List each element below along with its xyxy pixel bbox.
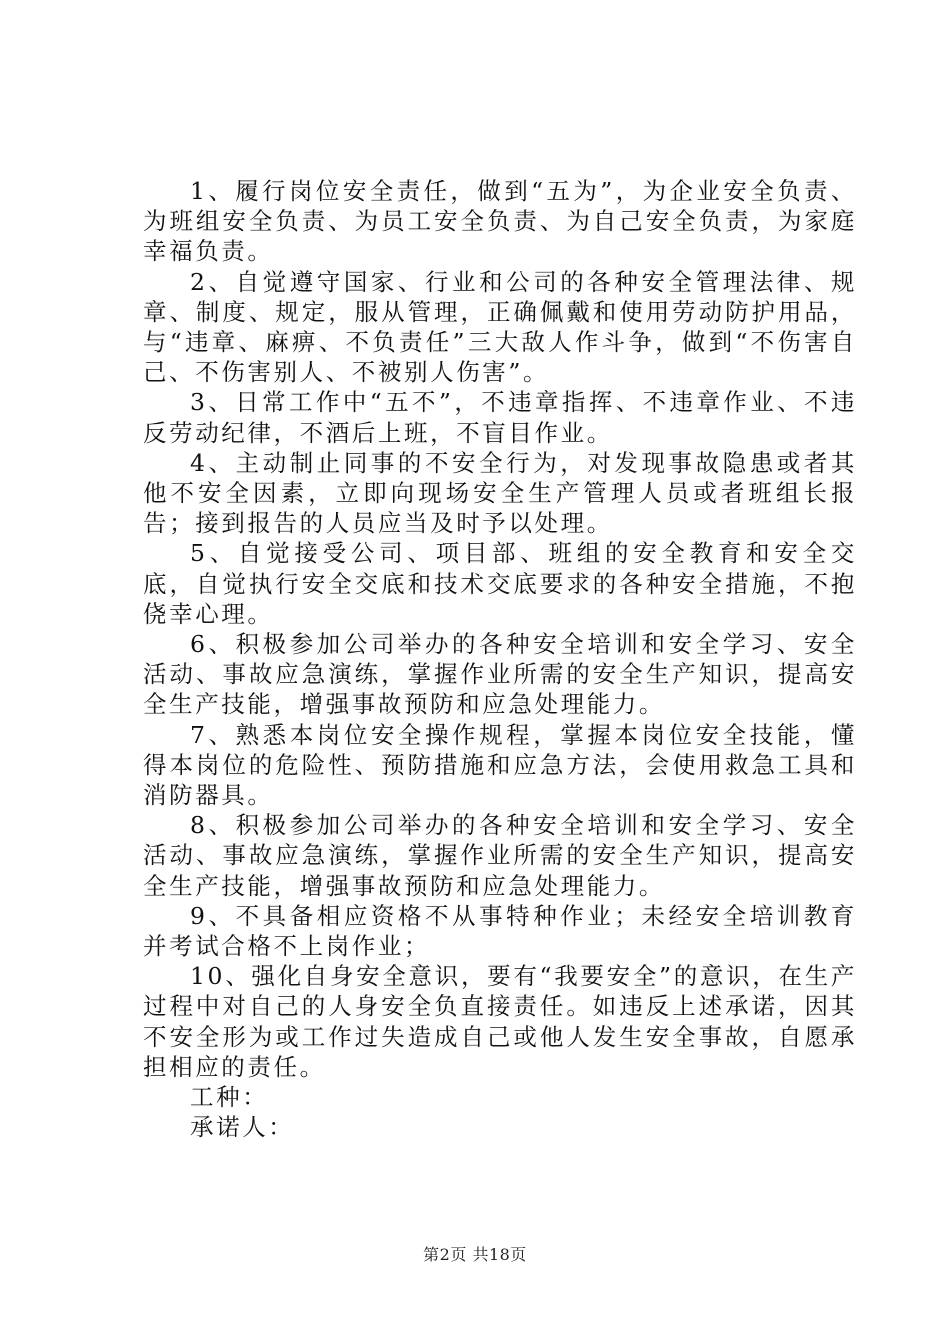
commitment-item-8: 8、积极参加公司举办的各种安全培训和安全学习、安全活动、事故应急演练，掌握作业所需的安全生产知识，提高安全生产技能，增强事故预防和应急处理能力。 [143,811,857,900]
signer-label: 承诺人： [190,1113,295,1142]
commitment-item-1: 1、履行岗位安全责任，做到“五为”，为企业安全负责、为班组安全负责、为员工安全负责、为自己安全负责，为家庭幸福负责。 [143,177,857,266]
document-body [143,176,857,1143]
job-type-label: 工种： [190,1083,269,1112]
commitment-item-7: 7、熟悉本岗位安全操作规程，掌握本岗位安全技能，懂得本岗位的危险性、预防措施和应急方法，会使用救急工具和消防器具。 [143,720,857,810]
commitment-item-4: 4、主动制止同事的不安全行为，对发现事故隐患或者其他不安全因素，立即向现场安全生产管理人员或者班组长报告；接到报告的人员应当及时予以处理。 [143,448,857,538]
commitment-item-6: 6、积极参加公司举办的各种安全培训和安全学习、安全活动、事故应急演练，掌握作业所需的安全生产知识，提高安全生产技能，增强事故预防和应急处理能力。 [143,630,857,719]
commitment-item-2: 2、自觉遵守国家、行业和公司的各种安全管理法律、规章、制度、规定，服从管理，正确佩戴和使用劳动防护用品，与“违章、麻痹、不负责任”三大敌人作斗争，做到“不伤害自己、不伤害别人、不被别人伤害”。 [143,267,857,387]
commitment-item-10: 10、强化自身安全意识，要有“我要安全”的意识，在生产过程中对自己的人身安全负直接责任。如违反上述承诺，因其不安全形为或工作过失造成自己或他人发生安全事故，自愿承担相应的责任。 [143,962,857,1081]
commitment-item-5: 5、自觉接受公司、项目部、班组的安全教育和安全交底，自觉执行安全交底和技术交底要求的各种安全措施，不抱侥幸心理。 [143,539,857,628]
page-indicator: 第2页 共18页 [423,1245,527,1264]
commitment-item-3: 3、日常工作中“五不”，不违章指挥、不违章作业、不违反劳动纪律，不酒后上班，不盲目作业。 [143,388,857,447]
commitment-item-9: 9、不具备相应资格不从事特种作业；未经安全培训教育并考试合格不上岗作业； [143,901,857,961]
